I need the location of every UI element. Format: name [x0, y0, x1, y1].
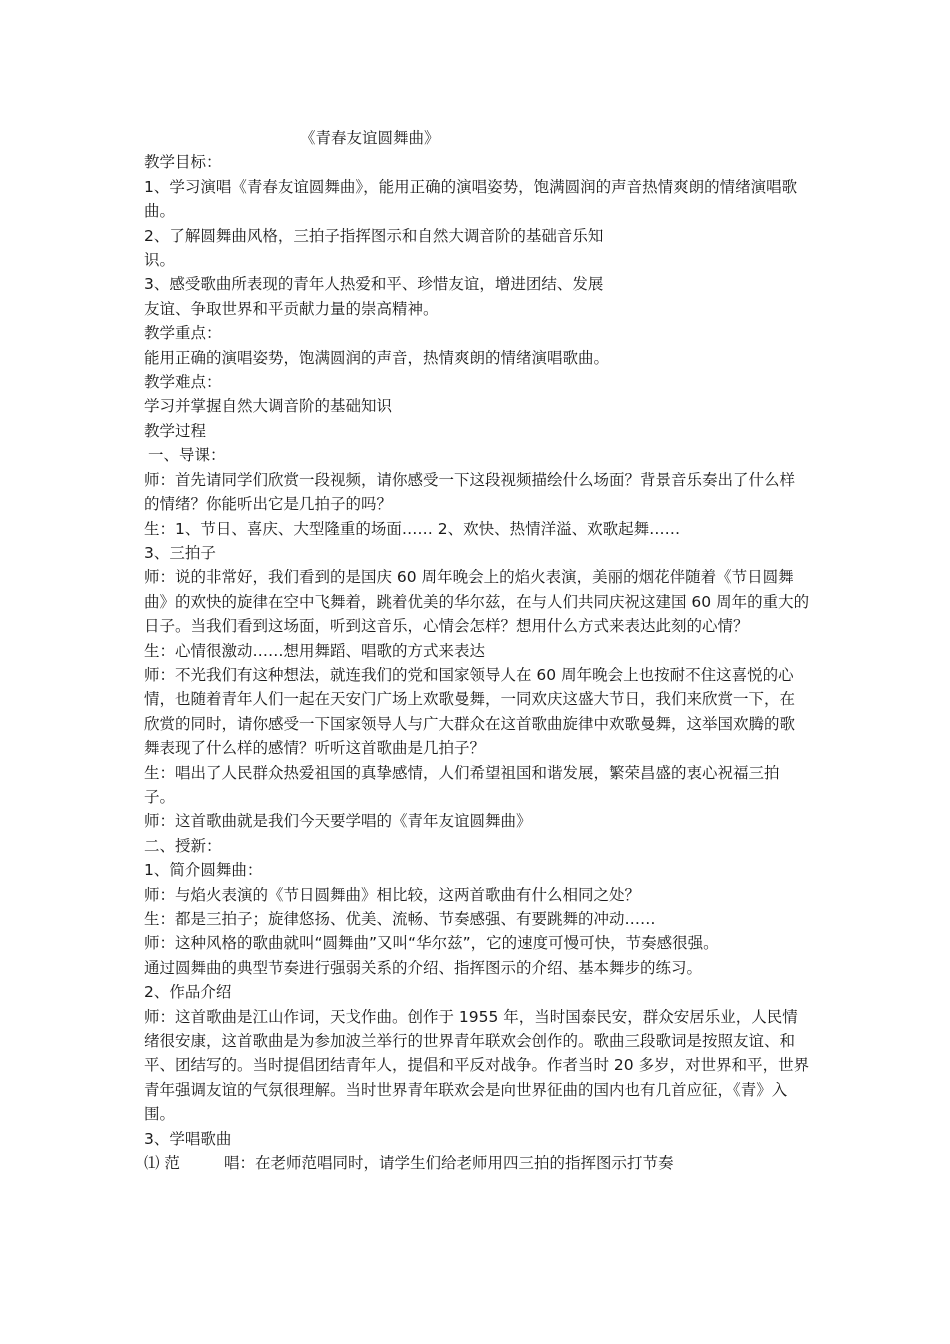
- paragraph: 师：首先请同学们欣赏一段视频，请你感受一下这段视频描绘什么场面？背景音乐奏出了什么样的情绪？你能听出它是几拍子的吗？: [144, 470, 796, 514]
- paragraph: 能用正确的演唱姿势，饱满圆润的声音，热情爽朗的情绪演唱歌曲。: [144, 348, 610, 367]
- paragraph: 识。: [144, 251, 176, 270]
- section-heading: 教学过程: [144, 421, 207, 440]
- paragraph: 生：都是三拍子；旋律悠扬、优美、流畅、节奏感强、有要跳舞的冲动……: [144, 910, 656, 928]
- paragraph-text: 唱：在老师范唱同时，请学生们给老师用四三拍的指挥图示打节奏: [223, 1154, 674, 1173]
- document-body: [144, 126, 810, 1175]
- section-heading: 3、学唱歌曲: [144, 1129, 232, 1148]
- paragraph: 师：与焰火表演的《节日圆舞曲》相比较，这两首歌曲有什么相同之处？: [144, 885, 641, 904]
- paragraph: 师：这种风格的歌曲就叫“圆舞曲”又叫“华尔兹”，它的速度可慢可快，节奏感很强。: [144, 934, 719, 953]
- document-title: 《青春友谊圆舞曲》: [300, 129, 440, 147]
- paragraph: 师：不光我们有这种想法，就连我们的党和国家领导人在 60 周年晚会上也按耐不住这喜悦的心情，也随着青年人们一起在天安门广场上欢歌曼舞，一同欢庆这盛大节日，我们来欣赏一下，在欣赏的同时，请你感受一下国家领导人与广大群众在这首歌曲旋律中欢歌曼舞，这举国欢腾的歌舞表现了什么样的感情？听听这首歌曲是几拍子？: [144, 665, 796, 758]
- paragraph: 3、感受歌曲所表现的青年人热爱和平、珍惜友谊，增进团结、发展: [144, 275, 604, 294]
- section-heading: 一、导课：: [148, 446, 226, 465]
- paragraph: 2、了解圆舞曲风格，三拍子指挥图示和自然大调音阶的基础音乐知: [144, 226, 604, 245]
- section-heading: 二、授新：: [144, 836, 222, 855]
- paragraph: 友谊、争取世界和平贡献力量的崇高精神。: [144, 299, 439, 318]
- paragraph: 生：心情很激动……想用舞蹈、唱歌的方式来表达: [144, 641, 486, 660]
- paragraph: 学习并掌握自然大调音阶的基础知识: [144, 397, 393, 416]
- section-heading: 2、作品介绍: [144, 983, 232, 1002]
- paragraph: 师：这首歌曲是江山作词，天戈作曲。创作于 1955 年，当时国泰民安，群众安居乐业，人民情绪很安康，这首歌曲是为参加波兰举行的世界青年联欢会创作的。歌曲三段歌词是按照友谊、和平、团结写的。当时提倡团结青年人，提倡和平反对战争。作者当时 20 多岁，对世界和平，世界青年强调友谊的气氛很理解。当时世界青年联欢会是向世界征曲的国内也有几首应征，《青》入围。: [144, 1007, 810, 1124]
- section-heading: 教学目标：: [144, 153, 222, 172]
- paragraph: [144, 1151, 810, 1175]
- section-heading: 教学难点：: [144, 373, 222, 392]
- paragraph: 生：1、节日、喜庆、大型隆重的场面…… 2、欢快、热情洋溢、欢歌起舞……: [144, 519, 681, 538]
- section-heading: 1、简介圆舞曲：: [144, 861, 263, 880]
- paragraph: 通过圆舞曲的典型节奏进行强弱关系的介绍、指挥图示的介绍、基本舞步的练习。: [144, 958, 703, 977]
- paragraph: 1、学习演唱《青春友谊圆舞曲》，能用正确的演唱姿势，饱满圆润的声音热情爽朗的情绪演唱歌曲。: [144, 177, 798, 221]
- paragraph: 师：这首歌曲就是我们今天要学唱的《青年友谊圆舞曲》: [144, 812, 532, 831]
- paragraph: 师：说的非常好，我们看到的是国庆 60 周年晚会上的焰火表演，美丽的烟花伴随着《节日圆舞曲》的欢快的旋律在空中飞舞着，跳着优美的华尔兹，在与人们共同庆祝这建国 60 周年的重大的日子。当我们看到这场面，听到这音乐，心情会怎样？想用什么方式来表达此刻的心情？: [144, 568, 810, 636]
- list-marker: ⑴ 范: [144, 1154, 180, 1173]
- paragraph: 3、三拍子: [144, 543, 216, 562]
- paragraph: 生：唱出了人民群众热爱祖国的真挚感情，人们希望祖国和谐发展，繁荣昌盛的衷心祝福三拍子。: [144, 763, 780, 806]
- section-heading: 教学重点：: [144, 324, 222, 343]
